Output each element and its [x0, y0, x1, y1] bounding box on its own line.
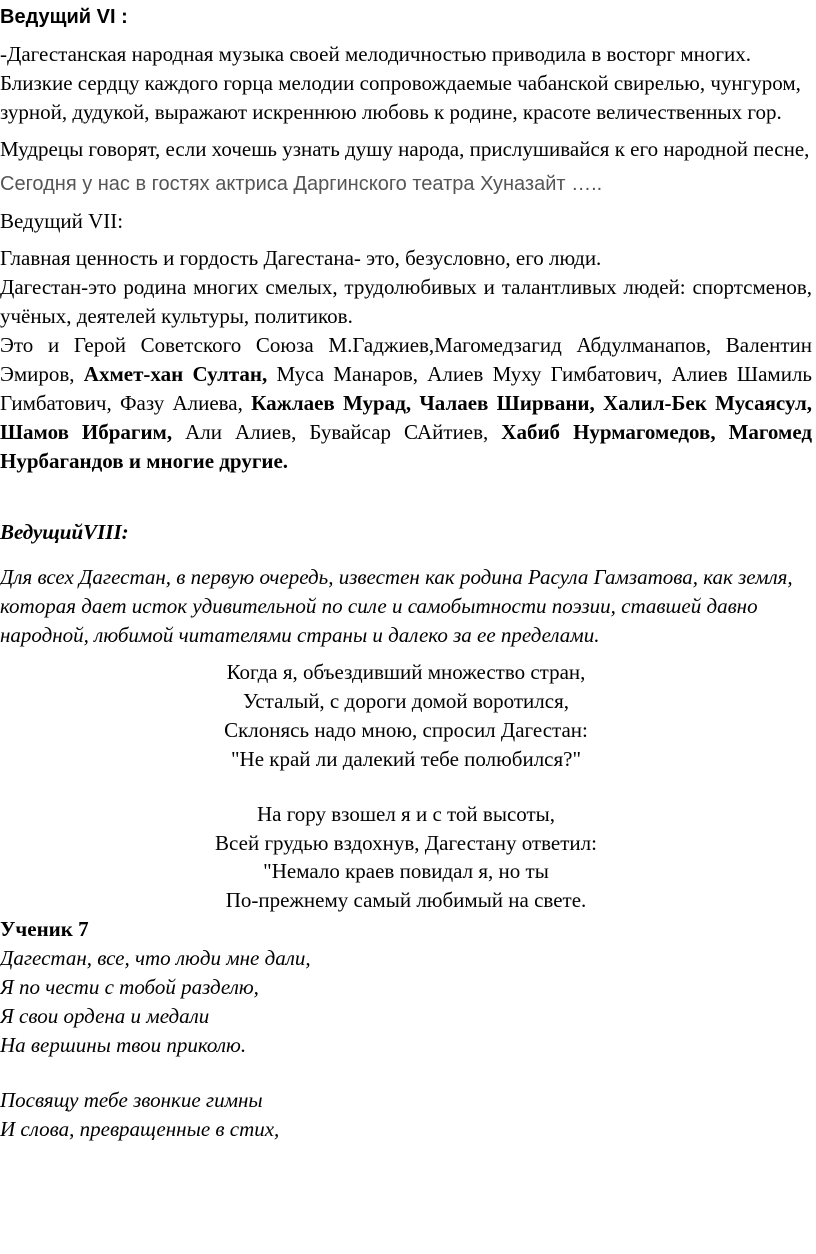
verse-line: На вершины твои приколю. [0, 1033, 247, 1058]
verse-line: Я по чести с тобой разделю, [0, 975, 259, 1000]
paragraph-names [0, 331, 812, 476]
poem-line: Усталый, с дороги домой воротился, [243, 688, 569, 713]
poem-line: На гору взошел я и с той высоты, [256, 801, 556, 826]
paragraph-guest: Сегодня у нас в гостях актриса Даргинского театра Хуназайт ….. [0, 173, 603, 196]
poem-line: Склонясь надо мною, спросил Дагестан: [224, 717, 588, 742]
student-verse [0, 944, 812, 1144]
stanza-spacer [0, 1060, 812, 1086]
paragraph-wisdom: Мудрецы говорят, если хочешь узнать душу народа, прислушивайся к его народной песне, [0, 136, 810, 161]
names-text-2: Муса Манаров, Алиев Муху Гимбатович, Алиев Шамиль Гимбатович, Фазу Алиева, [0, 361, 813, 415]
poem-line: Всей грудью вздохнув, Дагестану ответил: [215, 830, 597, 855]
names-text-3: Али Алиев, Бувайсар САйтиев, [172, 419, 502, 444]
stanza-spacer [0, 774, 812, 800]
paragraph-gamzatov: Для всех Дагестан, в первую очередь, известен как родина Расула Гамзатова, как земля, которая дает исток удивительной по силе и самобытности поэзии, ставшей давно народной, любимой читателями страны и далеко за ее пределами. [0, 564, 793, 647]
paragraph-homeland: Дагестан-это родина многих смелых, трудолюбивых и талантливых людей: спортсменов, учёных, деятелей культуры, политиков. [0, 275, 812, 328]
names-bold-3: Хабиб Нурмагомедов, Магомед Нурбагандов [0, 419, 812, 473]
poem [0, 658, 812, 916]
poem-line: "Немало краев повидал я, но ты [263, 859, 549, 884]
poem-line: Когда я, объездивший множество стран, [226, 659, 586, 684]
names-bold-1: Ахмет-хан Султан, [83, 361, 268, 386]
paragraph-music: -Дагестанская народная музыка своей мелодичностью приводила в восторг многих. Близкие сердцу каждого горца мелодии сопровождаемые чабанской свирелью, чунгуром, зурной, дудукой, выражают искреннюю любовь к родине, красоте величественных гор. [0, 41, 801, 124]
section-heading-vi: Ведущий VI : [0, 6, 128, 28]
verse-line: Дагестан, все, что люди мне дали, [0, 946, 311, 971]
verse-line: И слова, превращенные в стих, [0, 1117, 280, 1142]
names-bold-4: и многие другие. [123, 448, 289, 473]
section-heading-viii: ВедущийVIII: [0, 519, 129, 544]
student-heading: Ученик 7 [0, 917, 89, 942]
paragraph-value: Главная ценность и гордость Дагестана- это, безусловно, его люди. [0, 246, 602, 271]
poem-line: По-прежнему самый любимый на свете. [225, 888, 587, 913]
poem-line: "Не край ли далекий тебе полюбился?" [230, 746, 582, 771]
names-text-1: Это и Герой Советского Союза М.Гаджиев,Магомедзагид Абдулманапов, Валентин Эмиров, [0, 332, 812, 386]
verse-line: Я свои ордена и медали [0, 1004, 210, 1029]
verse-line: Посвящу тебе звонкие гимны [0, 1088, 263, 1113]
names-bold-2: Кажлаев Мурад, Чалаев Ширвани, Халил-Бек Мусаясул, Шамов Ибрагим, [0, 390, 812, 444]
section-heading-vii: Ведущий VII: [0, 209, 124, 234]
